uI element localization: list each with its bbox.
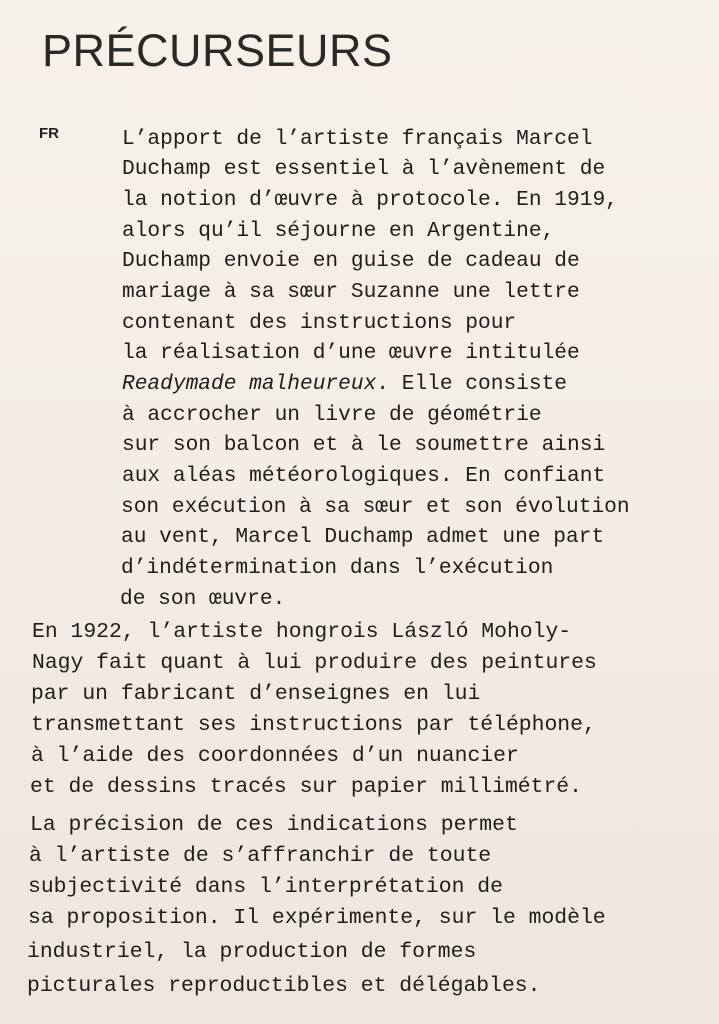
text-line: L’apport de l’artiste français Marcel [122,127,593,151]
language-tag: FR [39,125,59,142]
text-line: sa proposition. Il expérimente, sur le modèle [28,906,606,930]
text-line: subjectivité dans l’interprétation de [28,875,503,899]
text-fragment: . Elle consiste [376,372,568,396]
text-line: la notion d’œuvre à protocole. En 1919, [122,188,618,212]
text-line: la réalisation d’une œuvre intitulée [122,341,580,365]
text-line: à l’aide des coordonnées d’un nuancier [31,744,519,768]
text-line: En 1922, l’artiste hongrois László Moholy- [32,620,572,644]
text-line: sur son balcon et à le soumettre ainsi [122,433,606,457]
text-line: à accrocher un livre de géométrie [122,403,542,427]
text-line: aux aléas météorologiques. En confiant [122,464,606,488]
text-line: Duchamp est essentiel à l’avènement de [122,157,606,181]
text-line: alors qu’il séjourne en Argentine, [122,219,555,243]
page-title: PRÉCURSEURS [42,25,393,76]
text-line: Duchamp envoie en guise de cadeau de [122,249,580,273]
text-line: picturales reproductibles et délégables. [27,974,541,998]
text-line: au vent, Marcel Duchamp admet une part [121,525,605,549]
text-line: d’indétermination dans l’exécution [121,556,554,580]
text-line: Nagy fait quant à lui produire des peintures [32,651,597,675]
text-line: de son œuvre. [120,587,286,611]
artwork-title: Readymade malheureux [122,372,377,396]
text-line: industriel, la production de formes [27,940,477,964]
text-line: à l’artiste de s’affranchir de toute [29,844,492,868]
text-line [122,374,567,395]
text-line: par un fabricant d’enseignes en lui [31,682,481,706]
text-line: et de dessins tracés sur papier millimétré. [30,775,582,799]
text-line: La précision de ces indications permet [30,813,518,837]
text-line: transmettant ses instructions par téléphone, [31,713,596,737]
text-line: son exécution à sa sœur et son évolution [121,495,630,519]
text-line: mariage à sa sœur Suzanne une lettre [122,280,580,304]
text-line: contenant des instructions pour [122,311,517,335]
